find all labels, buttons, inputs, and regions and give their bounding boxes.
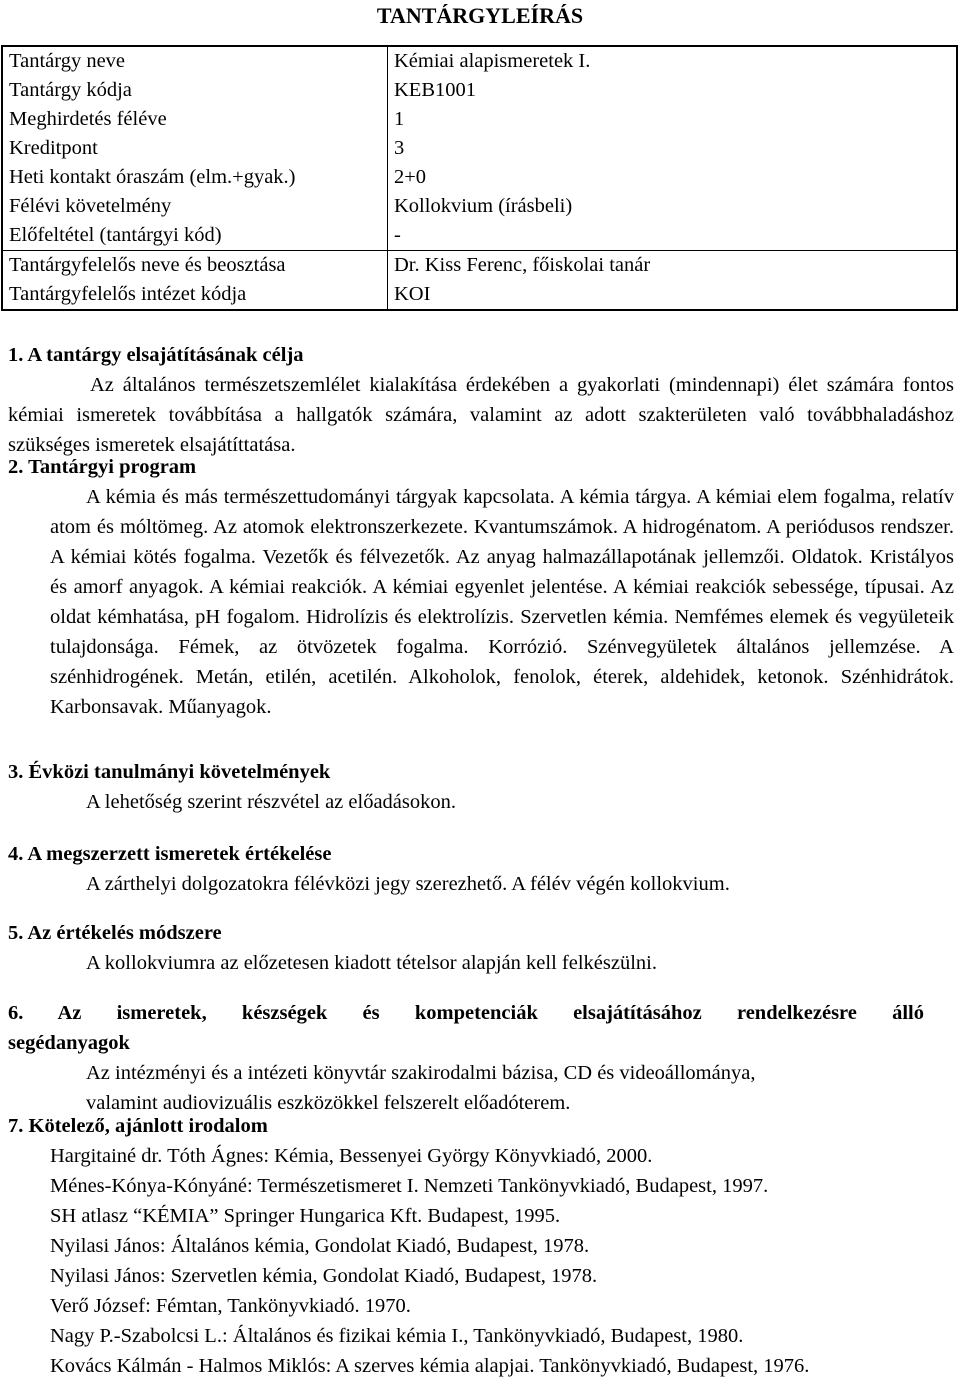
section-method-text: A kollokviumra az előzetesen kiadott tételsor alapján kell felkészülni.	[86, 952, 657, 974]
section-assessment-text: A zárthelyi dolgozatokra félévközi jegy szerezhető. A félév végén kollokvium.	[86, 873, 730, 895]
info-label: Félévi követelmény	[2, 192, 388, 221]
info-row	[2, 46, 957, 76]
info-value: 3	[394, 137, 405, 159]
literature-list	[8, 1141, 954, 1381]
info-value: 2+0	[394, 166, 427, 188]
info-value: KEB1001	[394, 79, 476, 101]
info-label: Tantárgy kódja	[2, 76, 388, 105]
info-label: Tantárgyfelelős neve és beosztása	[2, 251, 388, 281]
info-value: Kollokvium (írásbeli)	[394, 195, 573, 217]
info-value: KOI	[394, 283, 431, 305]
section-goal-text: Az általános természetszemlélet kialakítása érdekében a gyakorlati (mindennapi) élet számára fontos kémiai ismeretek továbbítása a hallgatók számára, valamint az adott szakterületen való továbbhaladáshoz szükséges ismeretek elsajátíttatása.	[8, 374, 954, 456]
section-program-text: A kémia és más természettudományi tárgyak kapcsolata. A kémia tárgya. A kémiai elem fogalma, relatív atom és móltömeg. Az atomok elektronszerkezete. Kvantumszámok. A hidrogénatom. A periódusos rendszer. A kémiai kötés fogalma. Vezetők és félvezetők. Az anyag halmazállapotának jellemzői. Oldatok. Kristályos és amorf anyagok. A kémiai reakciók. A kémiai egyenlet jelentése. A kémiai reakciók sebessége, típusai. Az oldat kémhatása, pH fogalom. Hidrolízis és elektrolízis. Szervetlen kémia. Nemfémes elemek és vegyületeik tulajdonsága. Fémek, az ötvözetek fogalma. Korrózió. Szénvegyületek általános jellemzése. A szénhidrogének. Metán, etilén, acetilén. Alkoholok, fenolok, éterek, aldehidek, ketonok. Szénhidrátok. Karbonsavak. Műanyagok.	[50, 486, 954, 718]
section-goal	[8, 340, 954, 460]
literature-item: SH atlasz “KÉMIA” Springer Hungarica Kft. Budapest, 1995.	[50, 1205, 561, 1227]
info-row	[2, 221, 957, 251]
info-row	[2, 134, 957, 163]
section-assessment	[8, 839, 954, 899]
section-requirements-text: A lehetőség szerint részvétel az előadásokon.	[86, 791, 456, 813]
info-row	[2, 163, 957, 192]
info-value: -	[388, 221, 958, 251]
section-materials-text-line1: Az intézményi és a intézeti könyvtár szakirodalmi bázisa, CD és videoállománya,	[86, 1062, 756, 1084]
section-literature-heading: 7. Kötelező, ajánlott irodalom	[8, 1115, 268, 1137]
info-label: Tantárgyfelelős intézet kódja	[2, 280, 388, 310]
literature-item: Kovács Kálmán - Halmos Miklós: A szerves kémia alapjai. Tankönyvkiadó, Budapest, 1976.	[50, 1355, 810, 1377]
literature-item: Nyilasi János: Szervetlen kémia, Gondolat Kiadó, Budapest, 1978.	[50, 1265, 598, 1287]
info-row	[2, 251, 957, 281]
section-program	[8, 452, 954, 722]
course-info-table	[1, 45, 958, 311]
section-requirements-heading: 3. Évközi tanulmányi követelmények	[8, 761, 331, 783]
info-row	[2, 280, 957, 310]
info-value: Kémiai alapismeretek I.	[394, 50, 591, 72]
info-label: Meghirdetés féléve	[2, 105, 388, 134]
literature-item: Hargitainé dr. Tóth Ágnes: Kémia, Bessenyei György Könyvkiadó, 2000.	[50, 1145, 653, 1167]
info-label: Tantárgy neve	[2, 46, 388, 76]
info-row	[2, 192, 957, 221]
info-value: 1	[394, 108, 405, 130]
section-method-heading: 5. Az értékelés módszere	[8, 922, 222, 944]
section-materials-text-line2: valamint audiovizuális eszközökkel felszerelt előadóterem.	[86, 1092, 571, 1114]
section-goal-heading: 1. A tantárgy elsajátításának célja	[8, 344, 304, 366]
document-title: TANTÁRGYLEÍRÁS	[376, 3, 584, 28]
info-row	[2, 76, 957, 105]
info-label: Előfeltétel (tantárgyi kód)	[2, 221, 388, 251]
section-materials-heading: 6. Az ismeretek, készségek és kompetenciák elsajátításához rendelkezésre álló	[8, 1002, 924, 1024]
info-row	[2, 105, 957, 134]
section-materials	[8, 998, 954, 1118]
section-literature	[8, 1111, 954, 1381]
info-label: Heti kontakt óraszám (elm.+gyak.)	[2, 163, 388, 192]
section-method	[8, 918, 954, 978]
literature-item: Verő József: Fémtan, Tankönyvkiadó. 1970.	[50, 1295, 411, 1317]
section-requirements	[8, 757, 954, 817]
info-label: Kreditpont	[2, 134, 388, 163]
section-program-heading: 2. Tantárgyi program	[8, 456, 197, 478]
literature-item: Nagy P.-Szabolcsi L.: Általános és fizikai kémia I., Tankönyvkiadó, Budapest, 1980.	[50, 1325, 744, 1347]
info-value: Dr. Kiss Ferenc, főiskolai tanár	[394, 254, 651, 276]
section-materials-heading-cont: segédanyagok	[8, 1032, 130, 1054]
literature-item: Ménes-Kónya-Kónyáné: Természetismeret I. Nemzeti Tankönyvkiadó, Budapest, 1997.	[50, 1175, 769, 1197]
literature-item: Nyilasi János: Általános kémia, Gondolat Kiadó, Budapest, 1978.	[50, 1235, 590, 1257]
section-assessment-heading: 4. A megszerzett ismeretek értékelése	[8, 843, 332, 865]
